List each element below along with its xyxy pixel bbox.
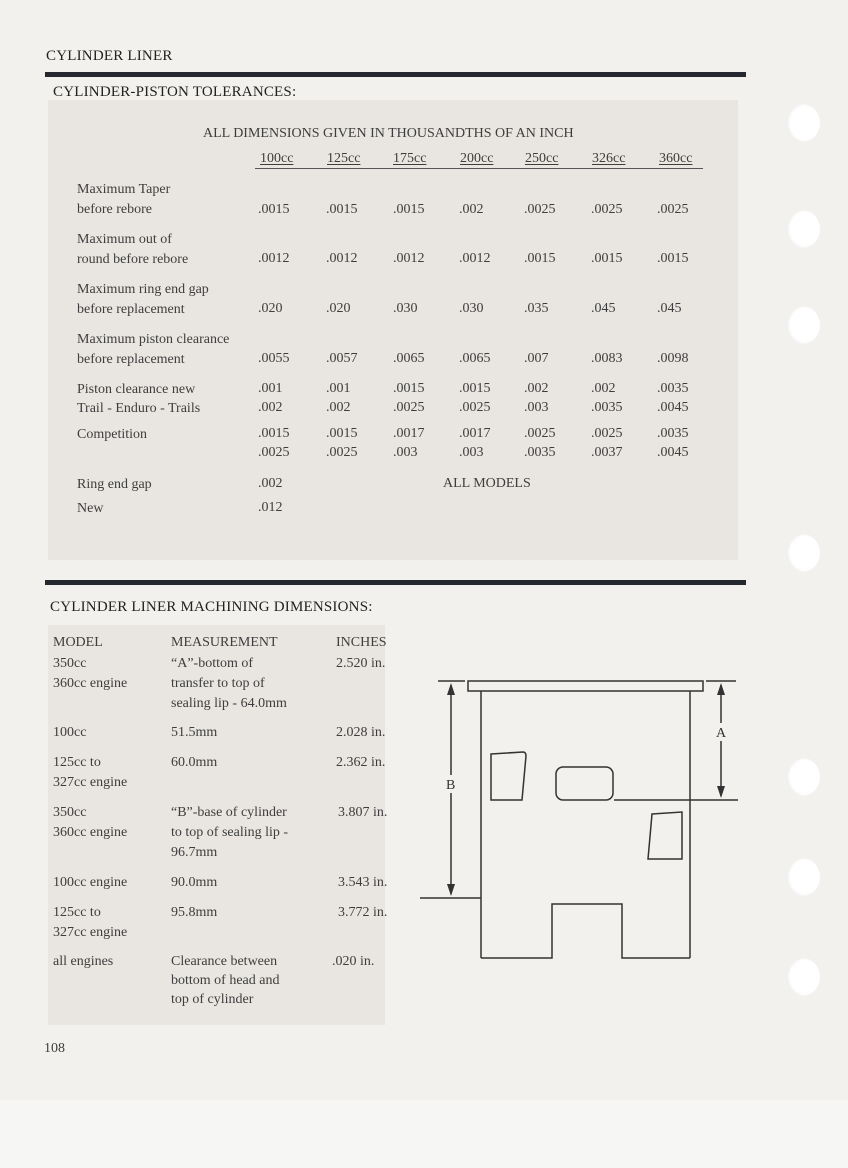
measurement-cell: 90.0mm — [171, 875, 218, 890]
cell-value: .045 — [591, 301, 616, 316]
cell-value: .0065 — [459, 351, 491, 366]
row-label: Maximum ring end gap — [77, 282, 209, 297]
cell-value: .0055 — [258, 351, 290, 366]
column-header: 175cc — [393, 151, 427, 166]
cell-value: .030 — [393, 301, 418, 316]
measurement-cell: Clearance between — [171, 954, 278, 969]
row-label: before replacement — [77, 352, 185, 367]
cell-value: .0025 — [393, 400, 425, 415]
row-label: round before rebore — [77, 252, 189, 267]
model-cell: 360cc engine — [53, 825, 128, 840]
cell-value: .0012 — [459, 251, 491, 266]
inches-cell: 3.543 in. — [338, 875, 388, 890]
inches-cell: .020 in. — [332, 954, 375, 969]
cell-value: .0037 — [591, 445, 623, 460]
measurement-cell: 95.8mm — [171, 905, 218, 920]
measurement-cell: bottom of head and — [171, 973, 280, 988]
cell-value: .003 — [524, 400, 549, 415]
cell-value: .0025 — [326, 445, 358, 460]
cell-value: .0015 — [258, 426, 290, 441]
row-label: New — [77, 501, 104, 516]
cell-value: .0035 — [657, 381, 689, 396]
exhaust-port — [556, 767, 613, 800]
cell-value: .0015 — [657, 251, 689, 266]
cell-value: .020 — [258, 301, 283, 316]
inches-cell: 2.362 in. — [336, 755, 386, 770]
cell-value: .007 — [524, 351, 549, 366]
all-models-note: ALL MODELS — [443, 476, 531, 491]
measurement-cell: transfer to top of — [171, 676, 265, 691]
model-cell: 327cc engine — [53, 925, 128, 940]
cell-value: .002 — [258, 476, 283, 491]
cell-value: .003 — [393, 445, 418, 460]
cell-value: .002 — [326, 400, 351, 415]
page-number: 108 — [44, 1041, 65, 1056]
row-label: Maximum Taper — [77, 182, 171, 197]
model-cell: 350cc — [53, 656, 87, 671]
cell-value: .0083 — [591, 351, 623, 366]
sealing-lip — [468, 681, 703, 691]
cell-value: .035 — [524, 301, 549, 316]
cell-value: .0057 — [326, 351, 358, 366]
row-label: Ring end gap — [77, 477, 152, 492]
cell-value: .0017 — [393, 426, 425, 441]
column-header: 360cc — [659, 151, 693, 166]
transfer-port-right — [648, 812, 682, 859]
cell-value: .003 — [459, 445, 484, 460]
row-label: before replacement — [77, 302, 185, 317]
model-cell: all engines — [53, 954, 114, 969]
cell-value: .0025 — [591, 426, 623, 441]
cell-value: .012 — [258, 500, 283, 515]
cell-value: .0025 — [524, 202, 556, 217]
row-label: Maximum piston clearance — [77, 332, 230, 347]
model-cell: 125cc to — [53, 905, 101, 920]
model-cell: 327cc engine — [53, 775, 128, 790]
cell-value: .0035 — [591, 400, 623, 415]
column-header: 125cc — [327, 151, 361, 166]
cell-value: .001 — [258, 381, 283, 396]
cell-value: .0025 — [258, 445, 290, 460]
row-label: before rebore — [77, 202, 153, 217]
cell-value: .0065 — [393, 351, 425, 366]
measurement-cell: 60.0mm — [171, 755, 218, 770]
cell-value: .0025 — [657, 202, 689, 217]
cell-value: .0015 — [459, 381, 491, 396]
cell-value: .0015 — [258, 202, 290, 217]
arrow-b-down — [447, 884, 455, 896]
dimension-a-label: A — [716, 726, 727, 741]
row-label: Competition — [77, 427, 147, 442]
measurement-header: MEASUREMENT — [171, 635, 278, 650]
inches-cell: 3.807 in. — [338, 805, 388, 820]
cell-value: .0015 — [524, 251, 556, 266]
cell-value: .0015 — [591, 251, 623, 266]
measurement-cell: sealing lip - 64.0mm — [171, 696, 287, 711]
measurement-cell: 51.5mm — [171, 725, 218, 740]
cell-value: .0098 — [657, 351, 689, 366]
cell-value: .0035 — [657, 426, 689, 441]
model-header: MODEL — [53, 635, 103, 650]
cell-value: .0017 — [459, 426, 491, 441]
arrow-a-down — [717, 786, 725, 798]
column-header: 326cc — [592, 151, 626, 166]
measurement-cell: to top of sealing lip - — [171, 825, 289, 840]
cell-value: .001 — [326, 381, 351, 396]
cell-value: .0045 — [657, 445, 689, 460]
cell-value: .045 — [657, 301, 682, 316]
cell-value: .030 — [459, 301, 484, 316]
cell-value: .0015 — [393, 202, 425, 217]
column-header: 250cc — [525, 151, 559, 166]
section-title: CYLINDER LINER — [46, 48, 173, 64]
cylinder-base-cutout — [481, 904, 690, 958]
model-cell: 350cc — [53, 805, 87, 820]
measurement-cell: 96.7mm — [171, 845, 218, 860]
dimension-b-label: B — [446, 778, 456, 793]
model-cell: 360cc engine — [53, 676, 128, 691]
model-cell: 100cc — [53, 725, 87, 740]
cell-value: .002 — [459, 202, 484, 217]
inches-cell: 2.520 in. — [336, 656, 386, 671]
measurement-cell: top of cylinder — [171, 992, 254, 1007]
cell-value: .002 — [524, 381, 549, 396]
row-label: Piston clearance new — [77, 382, 196, 397]
cell-value: .0045 — [657, 400, 689, 415]
arrow-b-up — [447, 683, 455, 695]
row-label: Maximum out of — [77, 232, 172, 247]
column-header: 100cc — [260, 151, 294, 166]
inches-cell: 3.772 in. — [338, 905, 388, 920]
cell-value: .0015 — [393, 381, 425, 396]
cell-value: .002 — [258, 400, 283, 415]
transfer-port-left — [491, 752, 526, 800]
inches-cell: 2.028 in. — [336, 725, 386, 740]
measurement-cell: “B”-base of cylinder — [171, 805, 287, 820]
model-cell: 100cc engine — [53, 875, 128, 890]
model-cell: 125cc to — [53, 755, 101, 770]
arrow-a-up — [717, 683, 725, 695]
row-label: Trail - Enduro - Trails — [77, 401, 201, 416]
machining-title: CYLINDER LINER MACHINING DIMENSIONS: — [50, 599, 373, 615]
cell-value: .0035 — [524, 445, 556, 460]
cell-value: .0015 — [326, 202, 358, 217]
inches-header: INCHES — [336, 635, 387, 650]
measurement-cell: “A”-bottom of — [171, 656, 254, 671]
cell-value: .002 — [591, 381, 616, 396]
cell-value: .0025 — [591, 202, 623, 217]
cell-value: .0025 — [459, 400, 491, 415]
dimensions-note: ALL DIMENSIONS GIVEN IN THOUSANDTHS OF AN INCH — [203, 126, 574, 141]
cell-value: .0012 — [258, 251, 290, 266]
cell-value: .0015 — [326, 426, 358, 441]
cell-value: .0025 — [524, 426, 556, 441]
cell-value: .0012 — [326, 251, 358, 266]
tolerances-title: CYLINDER-PISTON TOLERANCES: — [53, 84, 297, 100]
cell-value: .020 — [326, 301, 351, 316]
cell-value: .0012 — [393, 251, 425, 266]
column-header: 200cc — [460, 151, 494, 166]
